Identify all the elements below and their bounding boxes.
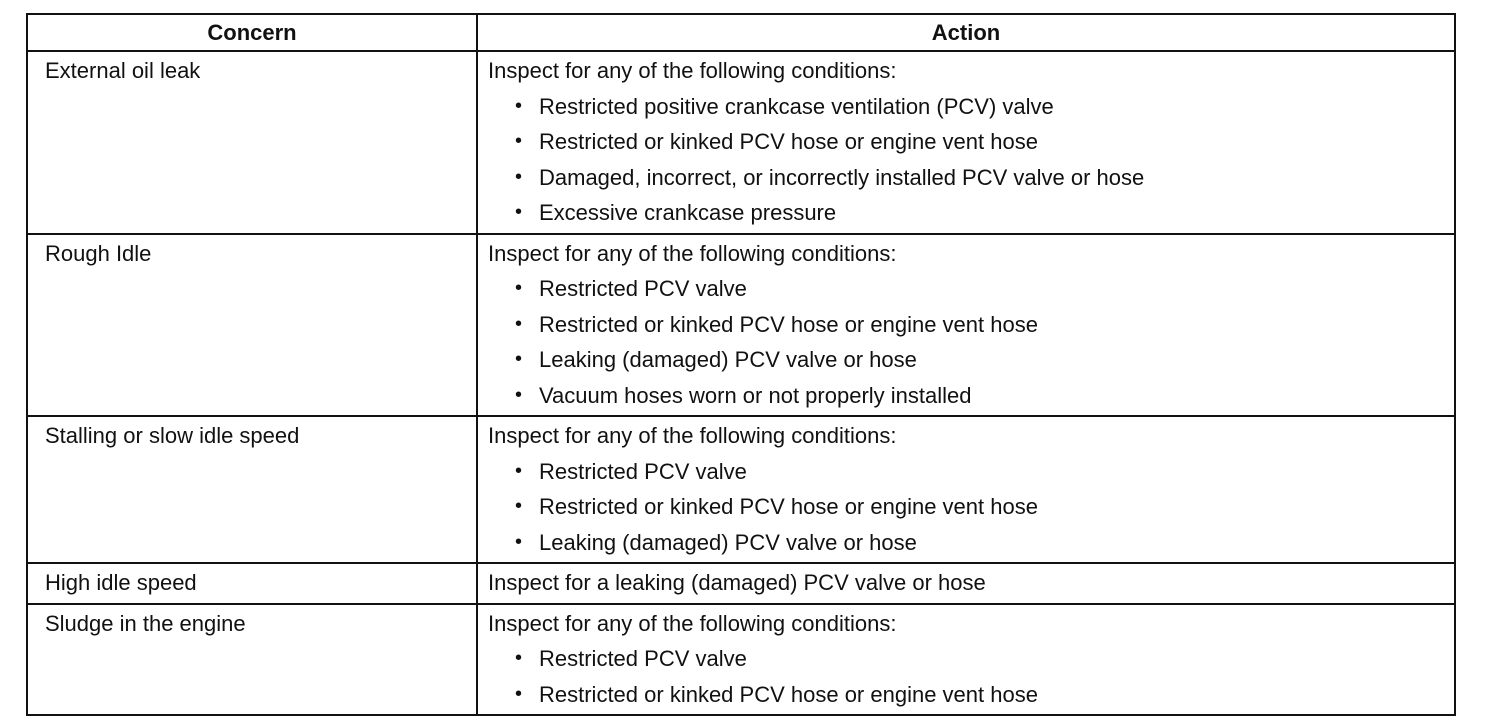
bullet-item: • Vacuum hoses worn or not properly installed [488,378,1454,414]
bullet-item: • Restricted positive crankcase ventilation (PCV) valve [488,89,1454,125]
bullet-item: • Restricted or kinked PCV hose or engine vent hose [488,489,1454,525]
diagnostic-table [26,13,1456,716]
header-action: Action [477,14,1455,51]
action-lead: Inspect for any of the following conditions: [488,58,897,83]
action-lead: Inspect for any of the following conditions: [488,610,897,636]
concern-cell: Sludge in the engine [27,604,477,716]
action-cell [477,416,1455,563]
bullet-item: • Leaking (damaged) PCV valve or hose [488,525,1454,561]
bullet-item: • Excessive crankcase pressure [488,195,1454,231]
table-row [27,563,1455,604]
table-row [27,604,1455,716]
action-cell [477,563,1455,604]
bullet-item: • Restricted or kinked PCV hose or engine vent hose [488,124,1454,160]
action-cell [477,604,1455,716]
header-row [27,14,1455,51]
concern-cell: Rough Idle [27,234,477,417]
bullet-item: • Restricted or kinked PCV hose or engine vent hose [488,677,1454,713]
action-cell [477,51,1455,234]
concern-cell: Stalling or slow idle speed [27,416,477,563]
bullet-list [488,89,1454,231]
action-lead: Inspect for a leaking (damaged) PCV valve or hose [488,570,986,595]
action-cell [477,234,1455,417]
bullet-item: • Damaged, incorrect, or incorrectly installed PCV valve or hose [488,160,1454,196]
bullet-list [488,641,1454,712]
bullet-list [488,271,1454,413]
table-row [27,234,1455,417]
table-row [27,416,1455,563]
header-concern: Concern [27,14,477,51]
bullet-list [488,454,1454,561]
bullet-item: • Restricted or kinked PCV hose or engine vent hose [488,307,1454,343]
bullet-item: • Leaking (damaged) PCV valve or hose [488,342,1454,378]
table-row [27,51,1455,234]
concern-cell: High idle speed [27,563,477,604]
action-lead: Inspect for any of the following conditions: [488,240,897,266]
action-lead: Inspect for any of the following conditions: [488,423,897,448]
bullet-item: • Restricted PCV valve [488,454,1454,490]
bullet-item: • Restricted PCV valve [488,641,1454,677]
concern-cell: External oil leak [27,51,477,234]
bullet-item: • Restricted PCV valve [488,271,1454,307]
